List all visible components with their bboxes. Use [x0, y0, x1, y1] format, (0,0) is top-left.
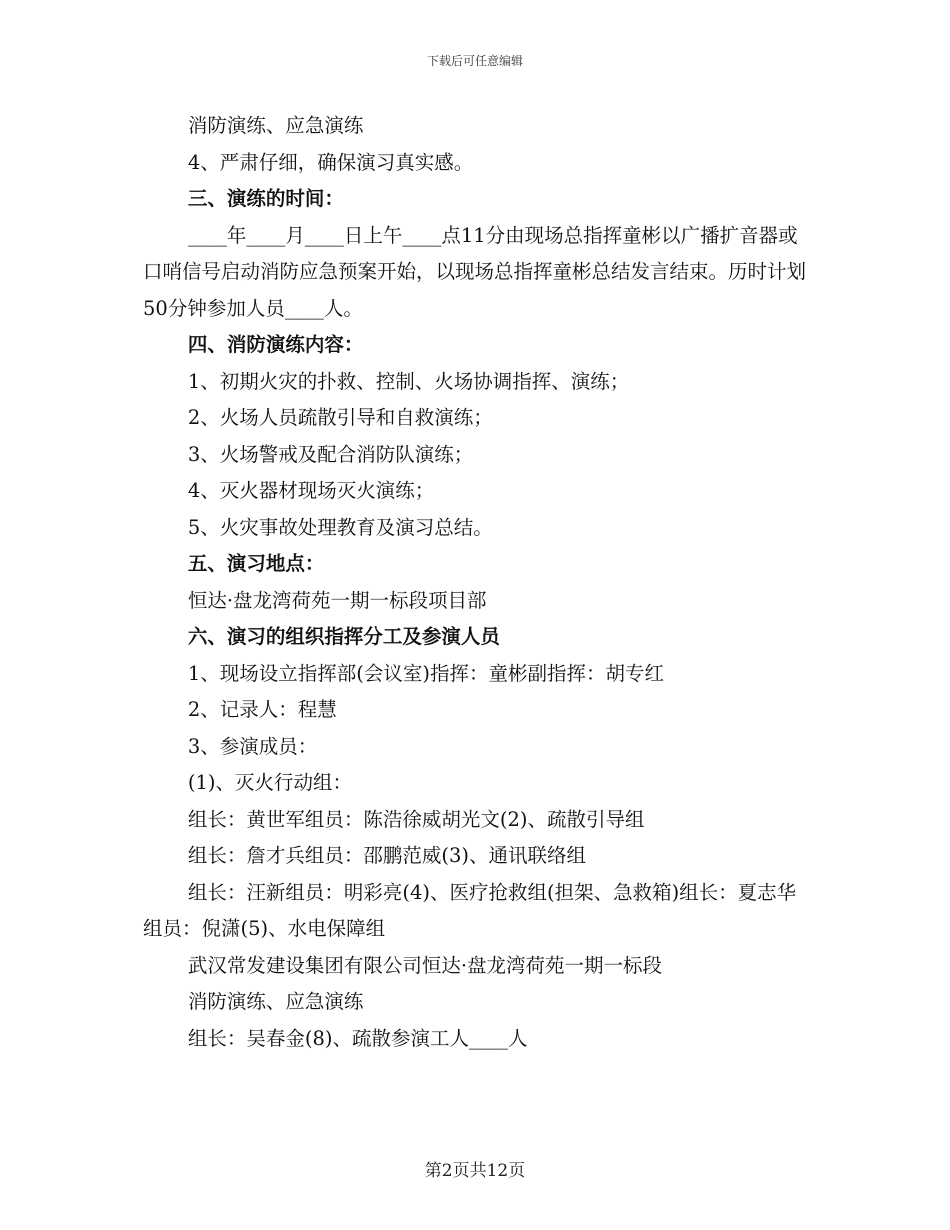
paragraph-item-4-serious: 4、严肃仔细，确保演习真实感。: [187, 150, 474, 174]
list-item-content-4: 4、灭火器材现场灭火演练；: [187, 479, 435, 502]
paragraph-drill-title: 消防演练、应急演练: [187, 990, 364, 1013]
paragraph-group-leader-2: 组长：詹才兵组员：邵鹏范威(3)、通讯联络组: [187, 844, 586, 867]
paragraph-group-leader-3: 组长：汪新组员：明彩亮(4)、医疗抢救组(担架、急救箱)组长：夏志华组员：倪潇(5)、水电保障组: [143, 880, 797, 940]
document-body: [143, 108, 808, 1057]
section-heading-time: 三、演练的时间：: [187, 187, 344, 210]
section-heading-location: 五、演习地点：: [187, 552, 325, 575]
paragraph-location: 恒达·盘龙湾荷苑一期一标段项目部: [187, 588, 487, 612]
list-item-members: 3、参演成员：: [187, 734, 318, 758]
list-item-content-1: 1、初期火灾的扑救、控制、火场协调指挥、演练；: [187, 369, 630, 393]
paragraph-group-leader-8: 组长：吴春金(8)、疏散参演工人____人: [187, 1026, 528, 1050]
paragraph-time-details: ____年____月____日上午____点11分由现场总指挥童彬以广播扩音器或口哨信号启动消防应急预案开始，以现场总指挥童彬总结发言结束。历时计划50分钟参加人员____人。: [143, 223, 807, 320]
page-number-footer: 第2页共12页: [424, 1161, 526, 1181]
list-item-recorder: 2、记录人：程慧: [187, 698, 337, 721]
paragraph-drill-heading-repeat: 消防演练、应急演练: [187, 114, 364, 137]
paragraph-group-leader-1: 组长：黄世军组员：陈浩徐威胡光文(2)、疏散引导组: [187, 807, 645, 831]
paragraph-company-name: 武汉常发建设集团有限公司恒达·盘龙湾荷苑一期一标段: [187, 953, 663, 977]
section-heading-content: 四、消防演练内容：: [187, 333, 364, 356]
list-item-content-3: 3、火场警戒及配合消防队演练；: [187, 442, 474, 466]
list-item-content-5: 5、火灾事故处理教育及演习总结。: [187, 515, 493, 539]
list-item-content-2: 2、火场人员疏散引导和自救演练；: [187, 406, 493, 429]
section-heading-organization: 六、演习的组织指挥分工及参演人员: [187, 625, 500, 648]
list-item-command: 1、现场设立指挥部(会议室)指挥：童彬副指挥：胡专红: [187, 661, 664, 685]
list-item-firefighting-group: (1)、灭火行动组：: [187, 771, 352, 794]
page-header-note: 下载后可任意编辑: [426, 54, 523, 68]
